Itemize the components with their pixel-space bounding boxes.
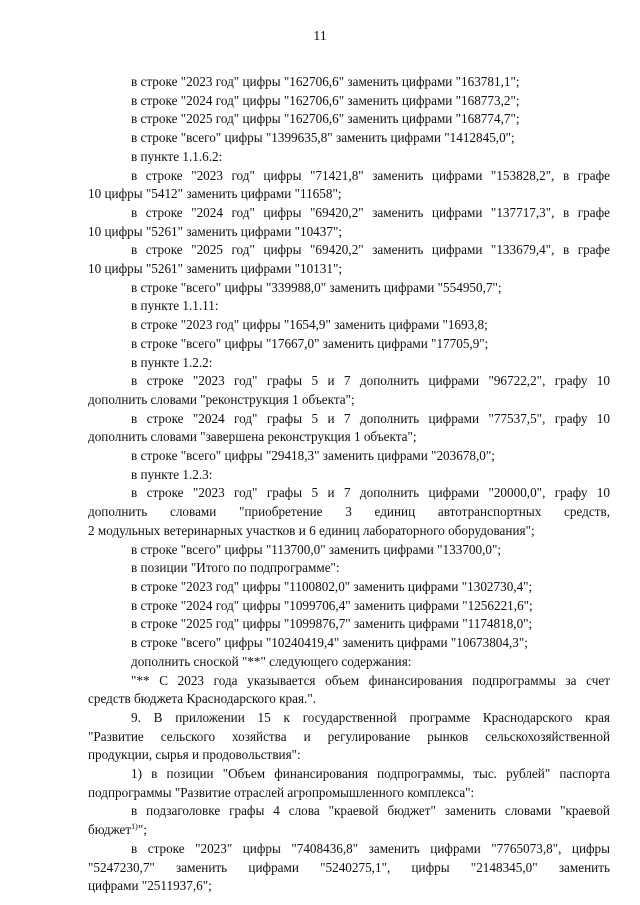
document-line: дополнить сноской "**" следующего содержания: (131, 653, 412, 669)
document-line: в строке "всего" цифры "339988,0" заменить цифрами "554950,7"; (131, 279, 502, 295)
document-line: в строке "всего" цифры "10240419,4" заменить цифрами "10673804,3"; (131, 635, 528, 651)
document-line: в строке "2025 год" цифры "69420,2" заменить цифрами "133679,4", в графе (131, 242, 610, 258)
document-line: в строке "2023" цифры "7408436,8" заменить цифрами "7765073,8", цифры (131, 840, 610, 856)
document-line: в строке "всего" цифры "113700,0" заменить цифрами "133700,0"; (131, 541, 502, 557)
line-text-tail: "; (137, 822, 147, 838)
document-line: "5247230,7" заменить цифрами "5240275,1", цифры "2148345,0" заменить (88, 859, 610, 875)
document-line: 10 цифры "5261" заменить цифрами "10131"; (88, 261, 342, 277)
document-line: в строке "2024 год" графы 5 и 7 дополнить цифрами "77537,5", графу 10 (131, 410, 610, 426)
document-line: в пункте 1.2.2: (131, 354, 213, 370)
document-body (88, 73, 610, 896)
document-line: в пункте 1.2.3: (131, 466, 213, 482)
document-line: в строке "2023 год" цифры "162706,6" заменить цифрами "163781,1"; (131, 74, 520, 89)
document-line: в пункте 1.1.6.2: (131, 148, 223, 164)
document-line: цифрами "2511937,6"; (88, 878, 212, 894)
document-line: в строке "2023 год" цифры "71421,8" заменить цифрами "153828,2", в графе (131, 167, 610, 183)
document-line: в строке "2023 год" цифры "1654,9" заменить цифрами "1693,8; (131, 317, 488, 333)
line-text: бюджет (88, 822, 132, 838)
document-line: "** С 2023 года указывается объем финансирования подпрограммы за счет (131, 672, 610, 688)
document-line (88, 821, 610, 840)
footnote-marker: 1) (131, 822, 138, 832)
document-line: в строке "2023 год" графы 5 и 7 дополнить цифрами "20000,0", графу 10 (131, 485, 610, 501)
page-number: 11 (313, 29, 327, 44)
document-line: в пункте 1.1.11: (131, 298, 219, 314)
document-line: в строке "2024 год" цифры "69420,2" заменить цифрами "137717,3", в графе (131, 204, 610, 220)
document-line: в строке "2024 год" цифры "162706,6" заменить цифрами "168773,2"; (131, 92, 520, 108)
document-line: средств бюджета Краснодарского края.". (88, 691, 317, 707)
document-line: в строке "2025 год" цифры "162706,6" заменить цифрами "168774,7"; (131, 111, 520, 127)
document-line: в строке "2024 год" цифры "1099706,4" заменить цифрами "1256221,6"; (131, 597, 533, 613)
document-line: в строке "всего" цифры "29418,3" заменить цифрами "203678,0"; (131, 448, 495, 464)
document-line: в строке "всего" цифры "1399635,8" заменить цифрами "1412845,0"; (131, 130, 515, 146)
document-line: в строке "2025 год" цифры "1099876,7" заменить цифрами "1174818,0"; (131, 616, 533, 632)
document-line: в строке "2023 год" цифры "1100802,0" заменить цифрами "1302730,4"; (131, 578, 533, 594)
document-line: 2 модульных ветеринарных участков и 6 единиц лабораторного оборудования"; (88, 522, 535, 538)
document-line: продукции, сырья и продовольствия": (88, 747, 301, 763)
document-line: в подзаголовке графы 4 слова "краевой бюджет" заменить словами "краевой (131, 803, 610, 819)
document-line: в строке "2023 год" графы 5 и 7 дополнить цифрами "96722,2", графу 10 (131, 373, 610, 389)
document-line: 1) в позиции "Объем финансирования подпрограммы, тыс. рублей" паспорта (131, 766, 610, 782)
document-line: в позиции "Итого по подпрограмме": (131, 560, 340, 576)
document-line: 10 цифры "5412" заменить цифрами "11658"; (88, 186, 342, 202)
document-line: дополнить словами "приобретение 3 единиц автотранспортных средств, (88, 504, 610, 520)
document-line: дополнить словами "реконструкция 1 объекта"; (88, 391, 355, 407)
document-line: подпрограммы "Развитие отраслей агропромышленного комплекса": (88, 784, 475, 800)
document-line: 9. В приложении 15 к государственной программе Краснодарского края (131, 709, 610, 725)
document-line: в строке "всего" цифры "17667,0" заменить цифрами "17705,9"; (131, 335, 489, 351)
document-line: "Развитие сельского хозяйства и регулирование рынков сельскохозяйственной (88, 728, 610, 744)
document-line: дополнить словами "завершена реконструкция 1 объекта"; (88, 429, 417, 445)
document-line: 10 цифры "5261" заменить цифрами "10437"; (88, 223, 342, 239)
